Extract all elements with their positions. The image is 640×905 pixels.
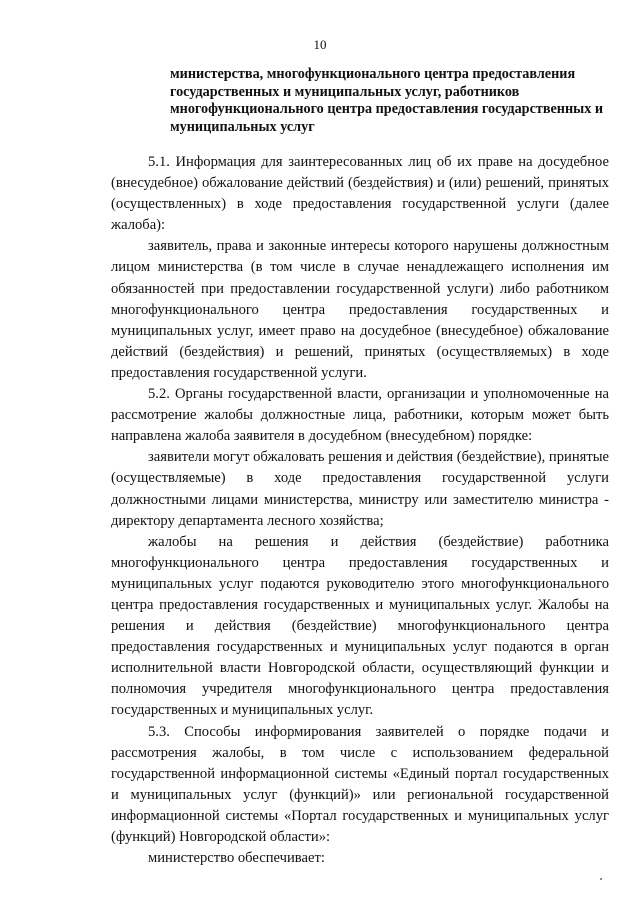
paragraph-5-3: 5.3. Способы информирования заявителей о порядке подачи и рассмотрения жалобы, в том числе с использованием федеральной государственной информационной системы «Единый портал государственных и муниципальных услуг (функций)» или региональной государственной информационной системы «Портал государственных и муниципальных услуг (функций) Новгородской области»: <box>111 723 609 845</box>
paragraph-5-2: 5.2. Органы государственной власти, организации и уполномоченные на рассмотрение жалобы должностные лица, работники, которым может быть направлена жалоба заявителя в досудебном (внесудебном) порядке: <box>111 386 609 445</box>
paragraph-appeal-mfc: жалобы на решения и действия (бездействие) работника многофункционального центра предоставления государственных и муниципальных услуг подаются руководителю этого многофункционального центра предоставления государственных и муниципальных услуг. Жалобы на решения и действия (бездействие) многофункционального центра предоставления государственных и муниципальных услуг подаются в орган исполнительной власти Новгородской области, осуществляющий функции и полномочия учредителя многофункционального центра предоставления государственных и муниципальных услуг. <box>111 533 609 719</box>
page-number: 10 <box>313 37 327 52</box>
paragraph-applicant-rights: заявитель, права и законные интересы которого нарушены должностным лицом министерства (в том числе в случае ненадлежащего исполнения им обязанностей при предоставлении государственной услуги) либо работником многофункционального центра предоставления государственных и муниципальных услуг, имеет право на досудебное (внесудебное) обжалование действий (бездействия) и решений, принятых (осуществляемых) в ходе предоставления государственной услуги. <box>111 238 609 381</box>
paragraph-5-1: 5.1. Информация для заинтересованных лиц об их праве на досудебное (внесудебное) обжалование действий (бездействия) и (или) решений, принятых (осуществленных) в ходе предоставления государственной услуги (далее жалоба): <box>111 154 609 234</box>
paragraph-ministry-ensures: министерство обеспечивает: <box>148 850 325 867</box>
paragraph-appeal-ministry: заявители могут обжаловать решения и действия (бездействие), принятые (осуществляемые) в ходе предоставления государственной услуги должностными лицами министерства, министру или заместителю министра - директору департамента лесного хозяйства; <box>111 449 610 529</box>
section-heading: министерства, многофункционального центра предоставления государственных и муниципальных услуг, работников многофункционального центра предоставления государственных и муниципальных услуг <box>170 66 604 135</box>
scan-artifact <box>600 878 602 880</box>
document-body <box>111 152 609 869</box>
